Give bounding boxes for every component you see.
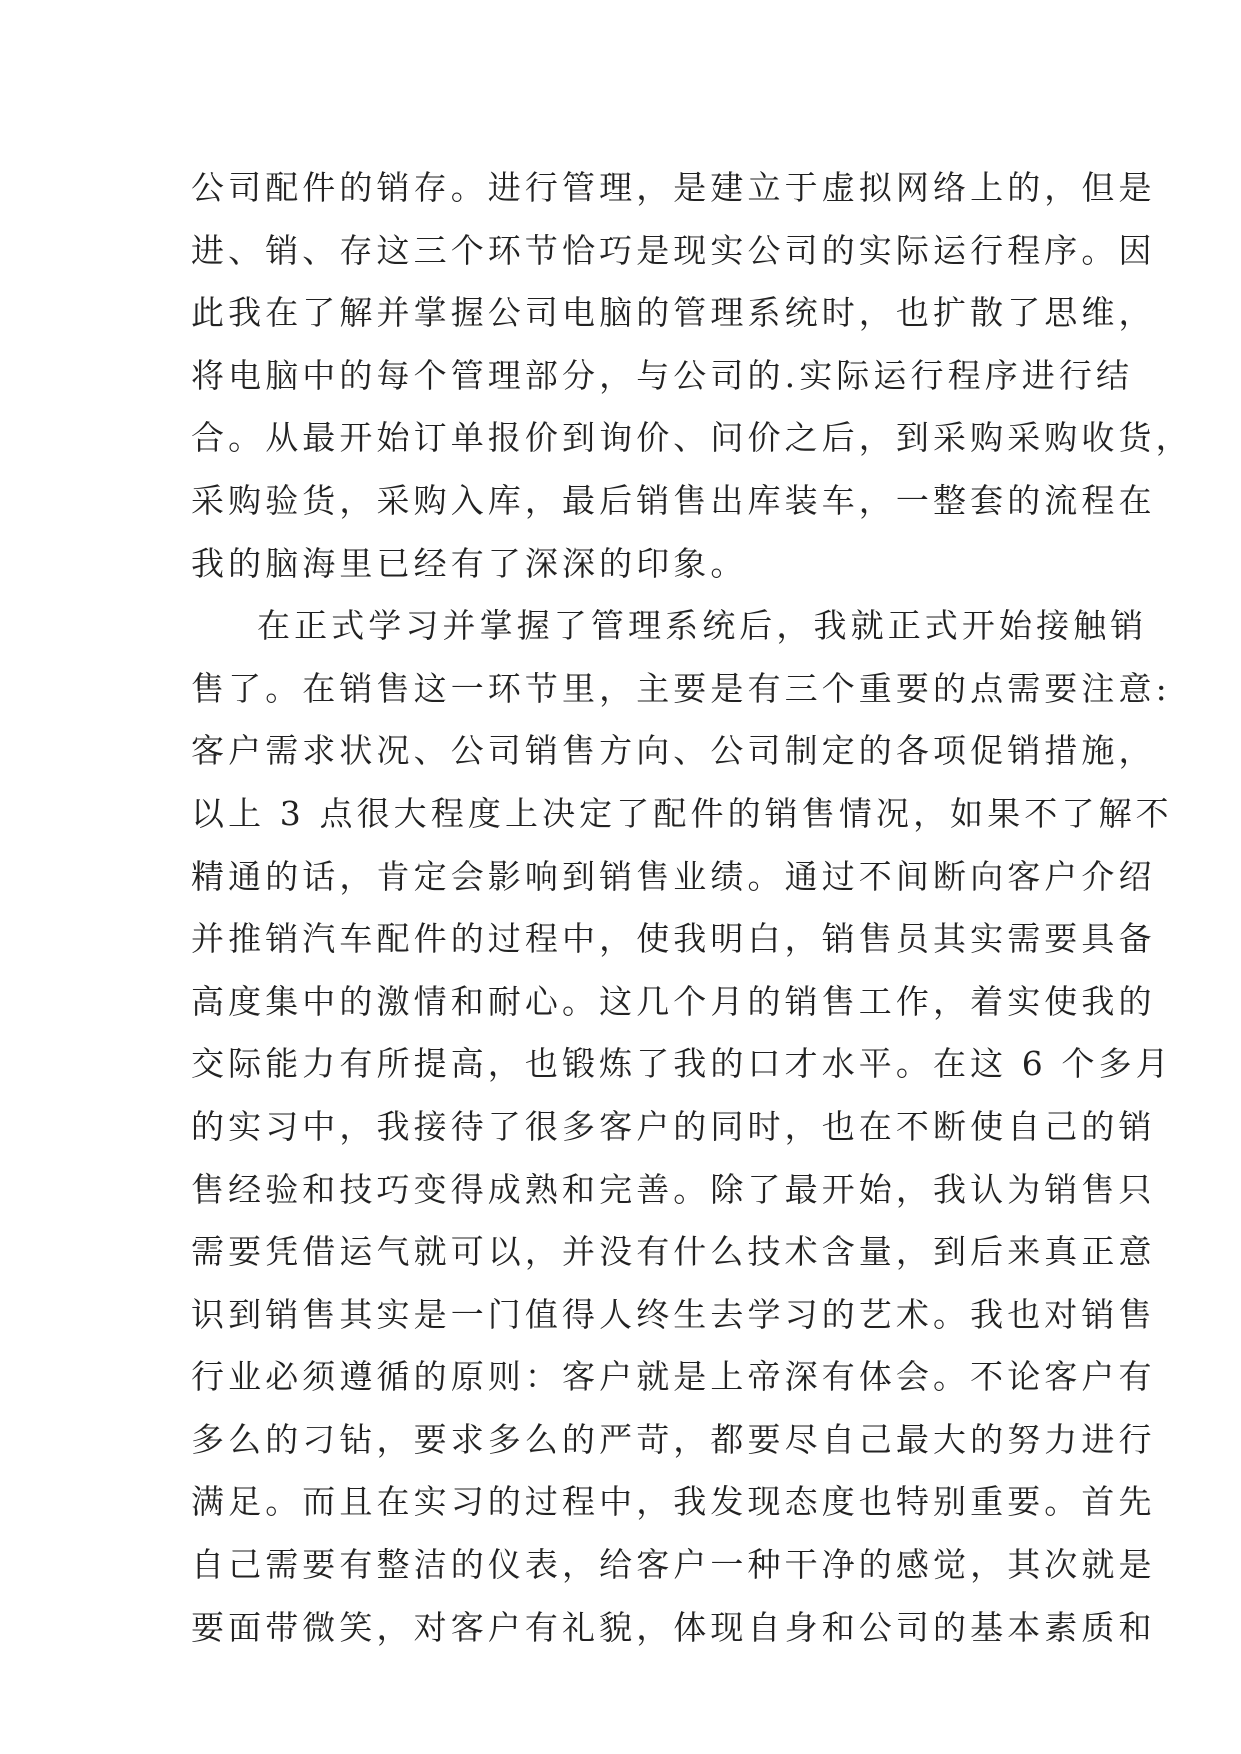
- text-line: 交际能力有所提高，也锻炼了我的口才水平。在这 6 个多月: [191, 1044, 1173, 1084]
- text-line: 进、销、存这三个环节恰巧是现实公司的实际运行程序。因: [191, 230, 1156, 270]
- text-line: 多么的刁钻，要求多么的严苛，都要尽自己最大的努力进行: [191, 1419, 1156, 1459]
- text-line: 的实习中，我接待了很多客户的同时，也在不断使自己的销: [191, 1106, 1156, 1146]
- text-line: 售了。在销售这一环节里，主要是有三个重要的点需要注意:: [191, 668, 1171, 708]
- text-line: 将电脑中的每个管理部分，与公司的.实际运行程序进行结: [191, 355, 1134, 395]
- text-line: 要面带微笑，对客户有礼貌，体现自身和公司的基本素质和: [191, 1607, 1156, 1647]
- text-line: 公司配件的销存。进行管理，是建立于虚拟网络上的，但是: [191, 168, 1156, 207]
- text-line: 以上 3 点很大程度上决定了配件的销售情况，如果不了解不: [191, 793, 1173, 833]
- text-line: 需要凭借运气就可以，并没有什么技术含量，到后来真正意: [191, 1232, 1156, 1272]
- text-line: 识到销售其实是一门值得人终生去学习的艺术。我也对销售: [191, 1294, 1156, 1334]
- paragraph-start-line: 在正式学习并掌握了管理系统后，我就正式开始接触销: [257, 606, 1148, 646]
- text-line: 售经验和技巧变得成熟和完善。除了最开始，我认为销售只: [191, 1169, 1156, 1209]
- text-line: 我的脑海里已经有了深深的印象。: [191, 543, 748, 583]
- text-line: 满足。而且在实习的过程中，我发现态度也特别重要。首先: [191, 1482, 1156, 1522]
- text-line: 自己需要有整洁的仪表，给客户一种干净的感觉，其次就是: [191, 1545, 1156, 1585]
- text-line: 精通的话，肯定会影响到销售业绩。通过不间断向客户介绍: [191, 856, 1156, 896]
- body-text: [191, 157, 1193, 1659]
- text-line: 合。从最开始订单报价到询价、问价之后，到采购采购收货，: [191, 418, 1193, 458]
- text-line: 行业必须遵循的原则：客户就是上帝深有体会。不论客户有: [191, 1357, 1156, 1397]
- text-line: 此我在了解并掌握公司电脑的管理系统时，也扩散了思维，: [191, 293, 1156, 333]
- text-line: 采购验货，采购入库，最后销售出库装车，一整套的流程在: [191, 480, 1156, 520]
- text-line: 并推销汽车配件的过程中，使我明白，销售员其实需要具备: [191, 919, 1156, 959]
- text-line: 客户需求状况、公司销售方向、公司制定的各项促销措施，: [191, 731, 1156, 771]
- text-line: 高度集中的激情和耐心。这几个月的销售工作，着实使我的: [191, 981, 1156, 1021]
